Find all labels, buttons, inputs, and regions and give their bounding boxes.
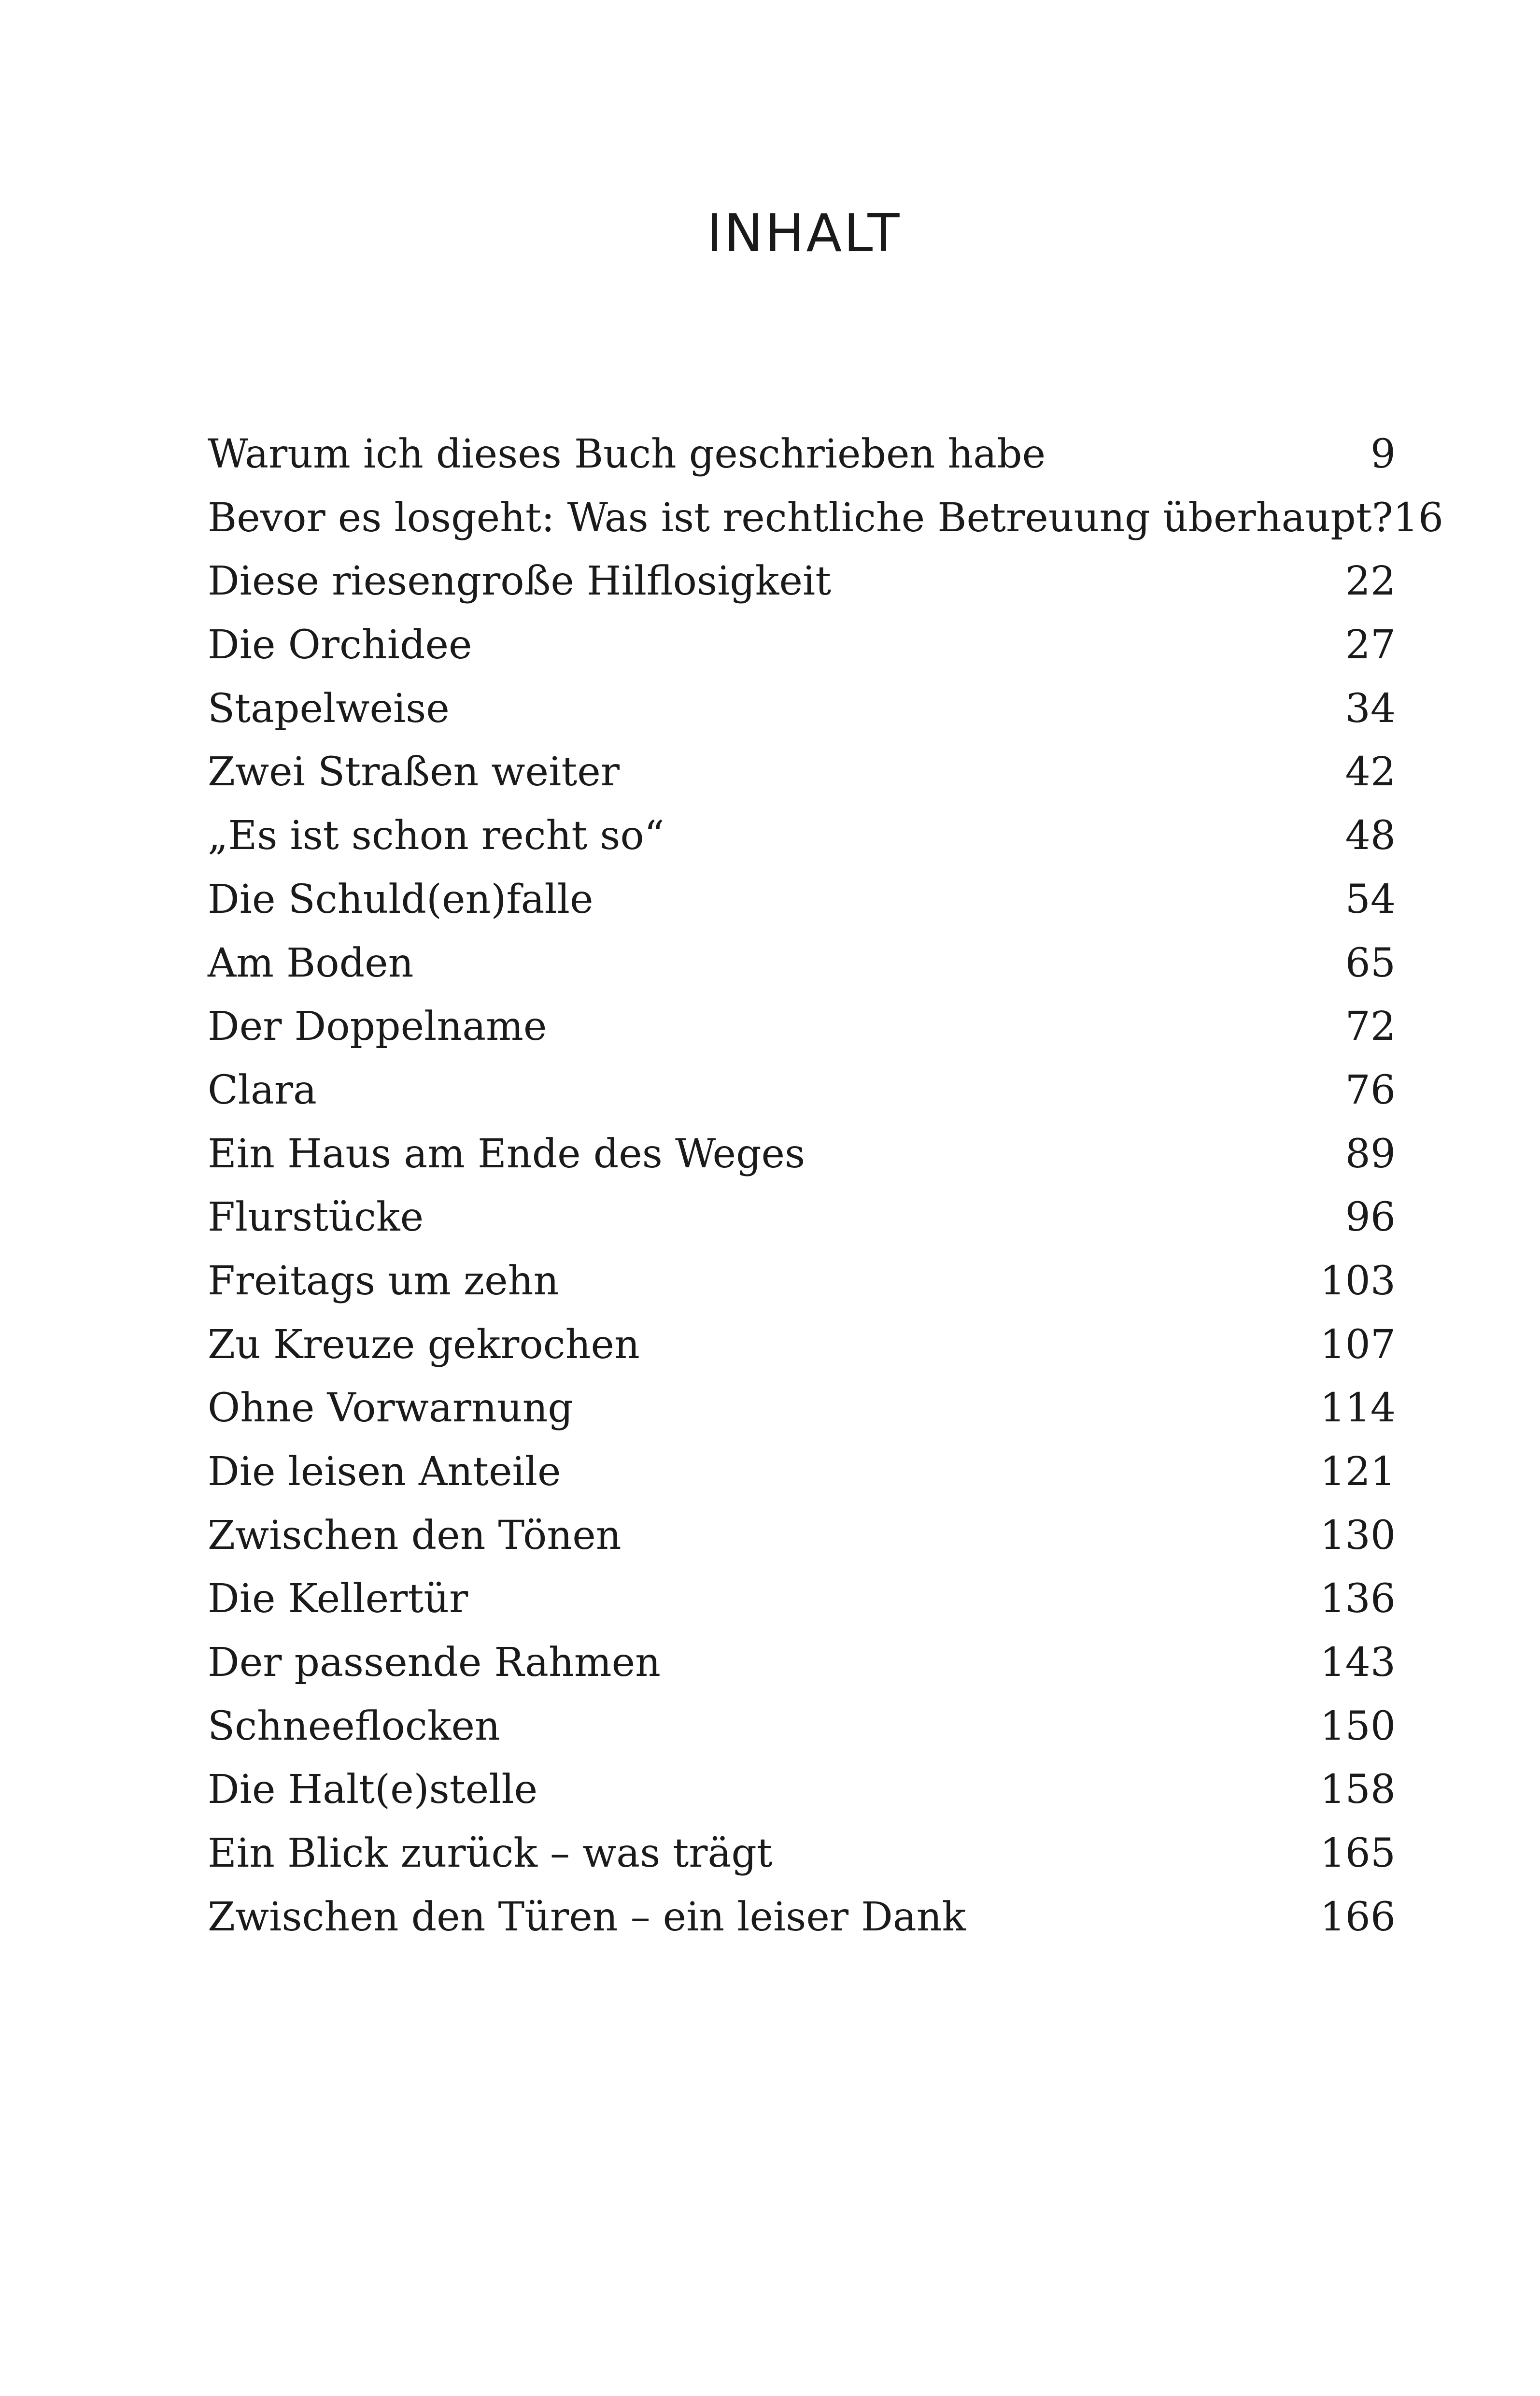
toc-entry-page-number: 76 bbox=[1345, 1067, 1396, 1113]
toc-entry-page-number: 96 bbox=[1345, 1194, 1396, 1241]
toc-entry-title: Zwischen den Tönen bbox=[208, 1512, 622, 1559]
toc-entry-page-number: 89 bbox=[1345, 1131, 1396, 1177]
toc-entry-title: Schneeflocken bbox=[208, 1703, 500, 1749]
toc-entry-page-number: 143 bbox=[1320, 1640, 1396, 1686]
toc-entry bbox=[208, 1004, 1396, 1071]
toc-entry-title: Zu Kreuze gekrochen bbox=[208, 1321, 640, 1368]
toc-entry-title: Die leisen Anteile bbox=[208, 1449, 561, 1495]
toc-entry-title: Der passende Rahmen bbox=[208, 1640, 661, 1686]
toc-entry-title: Flurstücke bbox=[208, 1194, 424, 1241]
toc-entry bbox=[208, 1385, 1396, 1452]
toc-entry-page-number: 54 bbox=[1345, 876, 1396, 922]
toc-entry-title: Ein Haus am Ende des Weges bbox=[208, 1131, 805, 1177]
table-of-contents bbox=[208, 431, 1444, 1961]
toc-entry bbox=[208, 1067, 1396, 1134]
toc-entry bbox=[208, 876, 1396, 944]
toc-entry-page-number: 34 bbox=[1345, 685, 1396, 732]
page-title: INHALT bbox=[706, 203, 902, 264]
toc-entry-page-number: 27 bbox=[1345, 622, 1396, 668]
toc-entry bbox=[208, 1321, 1396, 1389]
toc-entry-title: Der Doppelname bbox=[208, 1004, 547, 1050]
toc-entry bbox=[208, 685, 1396, 753]
toc-entry-title: Die Halt(e)stelle bbox=[208, 1767, 538, 1813]
toc-entry-title: Clara bbox=[208, 1067, 317, 1113]
toc-entry-page-number: 9 bbox=[1370, 431, 1396, 477]
toc-entry-page-number: 121 bbox=[1320, 1449, 1396, 1495]
toc-entry-page-number: 42 bbox=[1345, 749, 1396, 795]
toc-entry bbox=[208, 1640, 1396, 1707]
toc-entry bbox=[208, 1258, 1396, 1325]
toc-entry-title: Bevor es losgeht: Was ist rechtliche Betreuung überhaupt? bbox=[208, 495, 1393, 541]
toc-entry-title: Zwischen den Türen – ein leiser Dank bbox=[208, 1894, 966, 1940]
toc-entry-title: Freitags um zehn bbox=[208, 1258, 559, 1304]
toc-entry bbox=[208, 940, 1396, 1007]
toc-entry-page-number: 166 bbox=[1320, 1894, 1396, 1940]
toc-entry-page-number: 103 bbox=[1320, 1258, 1396, 1304]
toc-entry bbox=[208, 1194, 1396, 1262]
toc-entry-page-number: 136 bbox=[1320, 1576, 1396, 1622]
toc-entry-page-number: 107 bbox=[1320, 1321, 1396, 1368]
toc-entry bbox=[208, 558, 1396, 625]
toc-entry-title: Die Orchidee bbox=[208, 622, 472, 668]
toc-entry bbox=[208, 1576, 1396, 1643]
toc-entry-title: „Es ist schon recht so“ bbox=[208, 813, 664, 859]
toc-entry-title: Diese riesengroße Hilflosigkeit bbox=[208, 558, 832, 605]
toc-entry bbox=[208, 813, 1396, 880]
toc-entry bbox=[208, 1512, 1396, 1580]
toc-entry-title: Die Schuld(en)falle bbox=[208, 876, 593, 922]
toc-entry bbox=[208, 622, 1396, 689]
toc-entry-title: Am Boden bbox=[208, 940, 414, 986]
toc-entry-page-number: 22 bbox=[1345, 558, 1396, 605]
toc-entry bbox=[208, 1894, 1396, 1961]
toc-entry bbox=[208, 1767, 1396, 1834]
toc-entry bbox=[208, 495, 1444, 562]
toc-entry bbox=[208, 431, 1396, 498]
toc-entry bbox=[208, 1449, 1396, 1516]
toc-entry-title: Zwei Straßen weiter bbox=[208, 749, 620, 795]
toc-entry-page-number: 114 bbox=[1320, 1385, 1396, 1432]
toc-entry-title: Warum ich dieses Buch geschrieben habe bbox=[208, 431, 1046, 477]
toc-entry-title: Die Kellertür bbox=[208, 1576, 468, 1622]
toc-entry bbox=[208, 749, 1396, 816]
toc-entry-page-number: 65 bbox=[1345, 940, 1396, 986]
toc-entry bbox=[208, 1703, 1396, 1771]
toc-entry-page-number: 150 bbox=[1320, 1703, 1396, 1749]
toc-entry-page-number: 48 bbox=[1345, 813, 1396, 859]
toc-entry-page-number: 130 bbox=[1320, 1512, 1396, 1559]
toc-entry-page-number: 158 bbox=[1320, 1767, 1396, 1813]
toc-entry-title: Ohne Vorwarnung bbox=[208, 1385, 573, 1432]
toc-entry-title: Stapelweise bbox=[208, 685, 450, 732]
toc-entry bbox=[208, 1131, 1396, 1198]
toc-entry bbox=[208, 1830, 1396, 1898]
toc-entry-page-number: 72 bbox=[1345, 1004, 1396, 1050]
toc-entry-title: Ein Blick zurück – was trägt bbox=[208, 1830, 773, 1877]
toc-entry-page-number: 165 bbox=[1320, 1830, 1396, 1877]
toc-entry-page-number: 16 bbox=[1393, 495, 1444, 541]
